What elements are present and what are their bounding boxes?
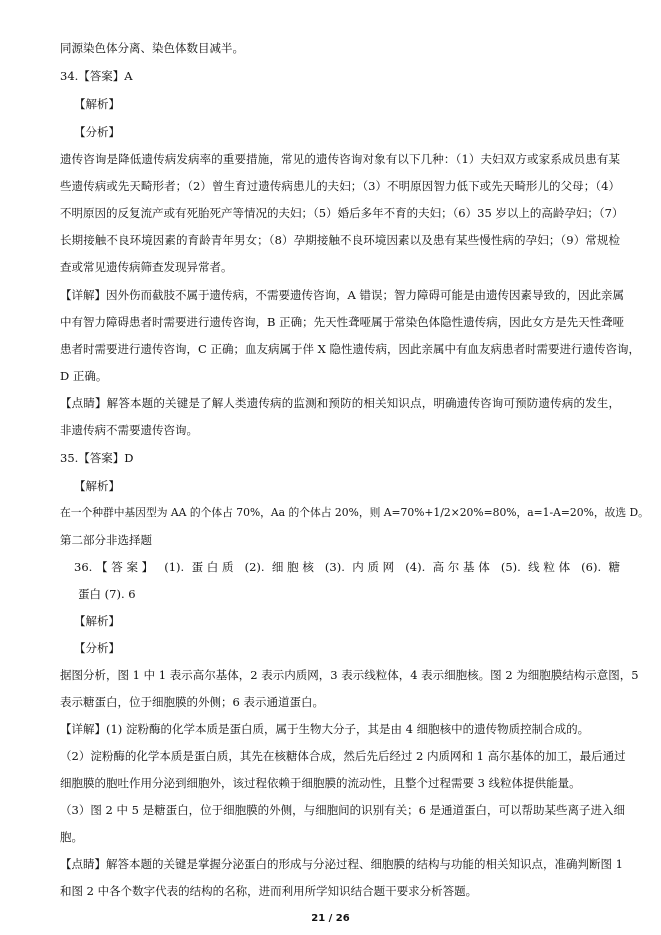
- section-fenxi: 【分析】: [74, 641, 120, 655]
- section-xiangjie: 【详解】(1) 淀粉酶的化学本质是蛋白质，属于生物大分子，其是由 4 细胞核中的遗传物质控制合成的。: [60, 722, 590, 736]
- text-line: 长期接触不良环境因素的育龄青年男女；（8）孕期接触不良环境因素以及患有某些慢性病的孕妇；（9）常规检: [60, 233, 620, 247]
- text-line: 些遗传病或先天畸形者；（2）曾生育过遗传病患儿的夫妇；（3）不明原因智力低下或先天畸形儿的父母；（4）: [60, 179, 620, 193]
- text-line: 非遗传病不需要遗传咨询。: [60, 423, 198, 437]
- page-number: 21 / 26: [311, 913, 350, 924]
- question-34-answer: 34.【答案】A: [60, 69, 133, 83]
- text-line: 患者时需要进行遗传咨询，C 正确；血友病属于伴 X 隐性遗传病，因此亲属中有血友病患者时需要进行遗传咨询，: [60, 342, 640, 356]
- text-line: 细胞膜的胞吐作用分泌到细胞外，该过程依赖于细胞膜的流动性，且整个过程需要 3 线粒体提供能量。: [60, 776, 581, 790]
- text-line: 表示糖蛋白，位于细胞膜的外侧；6 表示通道蛋白。: [60, 695, 324, 709]
- text-line: 据图分析，图 1 中 1 表示高尔基体，2 表示内质网，3 表示线粒体，4 表示细胞核。图 2 为细胞膜结构示意图，5: [60, 668, 639, 682]
- text-line: D 正确。: [60, 369, 108, 383]
- section-dianjing: 【点睛】解答本题的关键是掌握分泌蛋白的形成与分泌过程、细胞膜的结构与功能的相关知识点，准确判断图 1: [60, 857, 623, 871]
- part-two-heading: 第二部分非选择题: [60, 533, 152, 547]
- text-line: 查或常见遗传病筛查发现异常者。: [60, 260, 233, 274]
- section-jiexi: 【解析】: [74, 614, 120, 628]
- text-line: 在一个种群中基因型为 AA 的个体占 70%，Aa 的个体占 20%，则 A=70%+1/2×20%=80%，a=1-A=20%，故选 D。: [60, 506, 649, 519]
- text-line: （2）淀粉酶的化学本质是蛋白质，其先在核糖体合成，然后先后经过 2 内质网和 1 高尔基体的加工，最后通过: [60, 749, 626, 763]
- section-dianjing: 【点睛】解答本题的关键是了解人类遗传病的监测和预防的相关知识点，明确遗传咨询可预防遗传病的发生，: [60, 396, 620, 410]
- text-line: 胞。: [60, 830, 83, 844]
- text-line: 蛋白 (7). 6: [78, 587, 136, 601]
- text-line: （3）图 2 中 5 是糖蛋白，位于细胞膜的外侧，与细胞间的识别有关；6 是通道蛋白，可以帮助某些离子进入细: [60, 803, 626, 817]
- text-line: 和图 2 中各个数字代表的结构的名称，进而利用所学知识结合题干要求分析答题。: [60, 884, 478, 898]
- text-line: 不明原因的反复流产或有死胎死产等情况的夫妇；（5）婚后多年不育的夫妇；（6）35 岁以上的高龄孕妇；（7）: [60, 206, 624, 220]
- section-jiexi: 【解析】: [74, 97, 120, 111]
- section-fenxi: 【分析】: [74, 125, 120, 139]
- question-36-answer: 36.【答案】 (1). 蛋白质 (2). 细胞核 (3). 内质网 (4). 高尔基体 (5). 线粒体 (6). 糖: [74, 560, 620, 574]
- text-line: 遗传咨询是降低遗传病发病率的重要措施，常见的遗传咨询对象有以下几种：（1）夫妇双方或家系成员患有某: [60, 152, 620, 166]
- question-35-answer: 35.【答案】D: [60, 451, 134, 465]
- section-jiexi: 【解析】: [74, 479, 120, 493]
- text-line: 中有智力障碍患者时需要进行遗传咨询，B 正确；先天性聋哑属于常染色体隐性遗传病，因此女方是先天性聋哑: [60, 315, 625, 329]
- section-xiangjie: 【详解】因外伤而截肢不属于遗传病，不需要遗传咨询，A 错误；智力障碍可能是由遗传因素导致的，因此亲属: [60, 288, 624, 302]
- text-line: 同源染色体分离、染色体数目减半。: [60, 41, 244, 55]
